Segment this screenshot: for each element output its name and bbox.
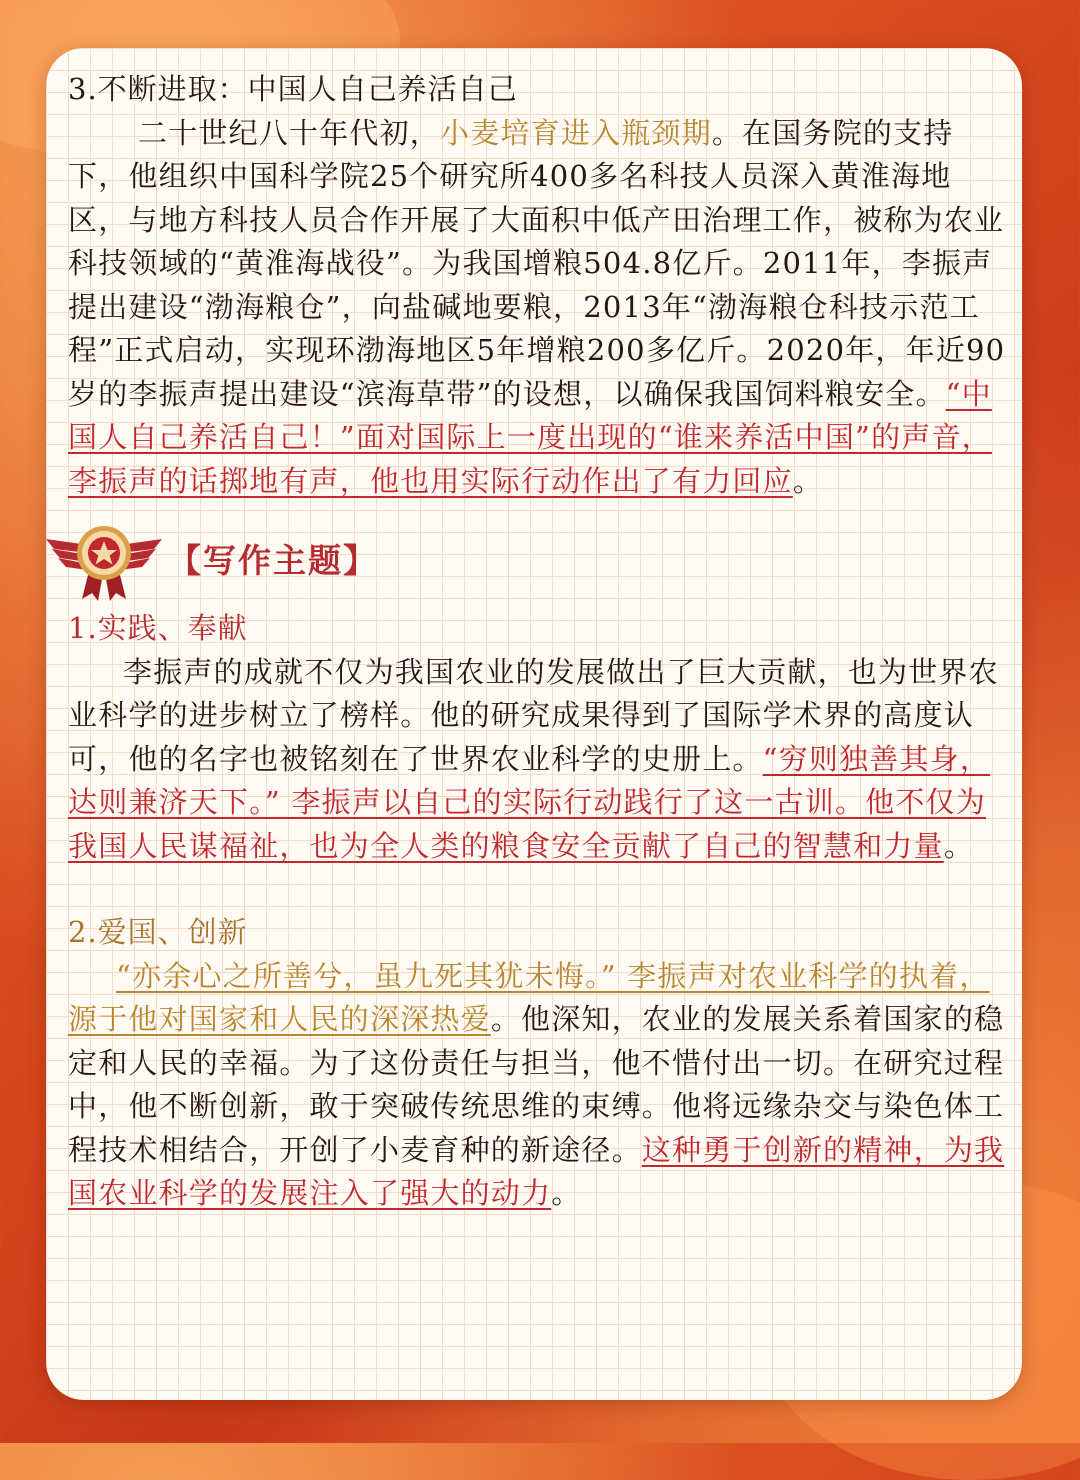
topic2-paragraph [68, 955, 1008, 1216]
topic1-paragraph [68, 651, 1008, 869]
section3-paragraph [68, 112, 1008, 504]
writing-topics-title: 【写作主题】 [168, 541, 378, 580]
section3-highlight-red: “中国人自己养活自己！”面对国际上一度出现的“谁来养活中国”的声音，李振声的话掷地有声，他也用实际行动作出了有力回应 [68, 376, 992, 498]
topic1-heading: 1.实践、奉献 [68, 611, 248, 645]
section3-text-end: 。 [792, 463, 824, 498]
topic2-highlight-red: 这种勇于创新的精神，为我国农业科学的发展注入了强大的动力 [68, 1132, 1005, 1210]
writing-topics-header [68, 525, 1008, 605]
topic1-highlight-red: “穷则独善其身，达则兼济天下。” 李振声以自己的实际行动践行了这一古训。他不仅为我国人民谋福祉，也为全人类的粮食安全贡献了自己的智慧和力量 [68, 741, 991, 863]
section3-text-b: 。在国务院的支持下，他组织中国科学院25个研究所400多名科技人员深入黄淮海地区，与地方科技人员合作开展了大面积中低产田治理工作，被称为农业科技领域的“黄淮海战役”。为我国增粮504.8亿斤。2011年，李振声提出建设“渤海粮仓”，向盐碱地要粮，2013年“渤海粮仓科技示范工程”正式启动，实现环渤海地区5年增粮200多亿斤。2020年，年近90岁的李振声提出建设“滨海草带”的设想，以确保我国饲料粮安全。 [68, 115, 1006, 411]
article-content [68, 68, 1008, 1216]
notebook-card [46, 48, 1022, 1400]
topic2-highlight-gold: “亦余心之所善兮，虽九死其犹未悔。” 李振声对农业科学的执着，源于他对国家和人民的深深热爱 [68, 958, 990, 1036]
topic1-text-a: 李振声的成就不仅为我国农业的发展做出了巨大贡献，也为世界农业科学的进步树立了榜样。他的研究成果得到了国际学术界的高度认可，他的名字也被铭刻在了世界农业科学的史册上。 [68, 654, 999, 776]
topic2-text-end: 。 [551, 1176, 582, 1210]
paragraph-spacer [68, 868, 1008, 911]
section3-heading: 3.不断进取：中国人自己养活自己 [68, 72, 518, 106]
topic2-heading: 2.爱国、创新 [68, 915, 248, 949]
section3-text-a: 二十世纪八十年代初， [138, 115, 441, 150]
topic1-text-end: 。 [943, 828, 975, 863]
star-wings-emblem-icon [44, 519, 164, 601]
section3-highlight-gold: 小麦培育进入瓶颈期 [440, 115, 712, 150]
topic2-text-a: 。他深知，农业的发展关系着国家的稳定和人民的幸福。为了这份责任与担当，他不惜付出一切。在研究过程中，他不断创新，敢于突破传统思维的束缚。他将远缘杂交与染色体工程技术相结合，开创了小麦育种的新途径。 [68, 1002, 1005, 1167]
